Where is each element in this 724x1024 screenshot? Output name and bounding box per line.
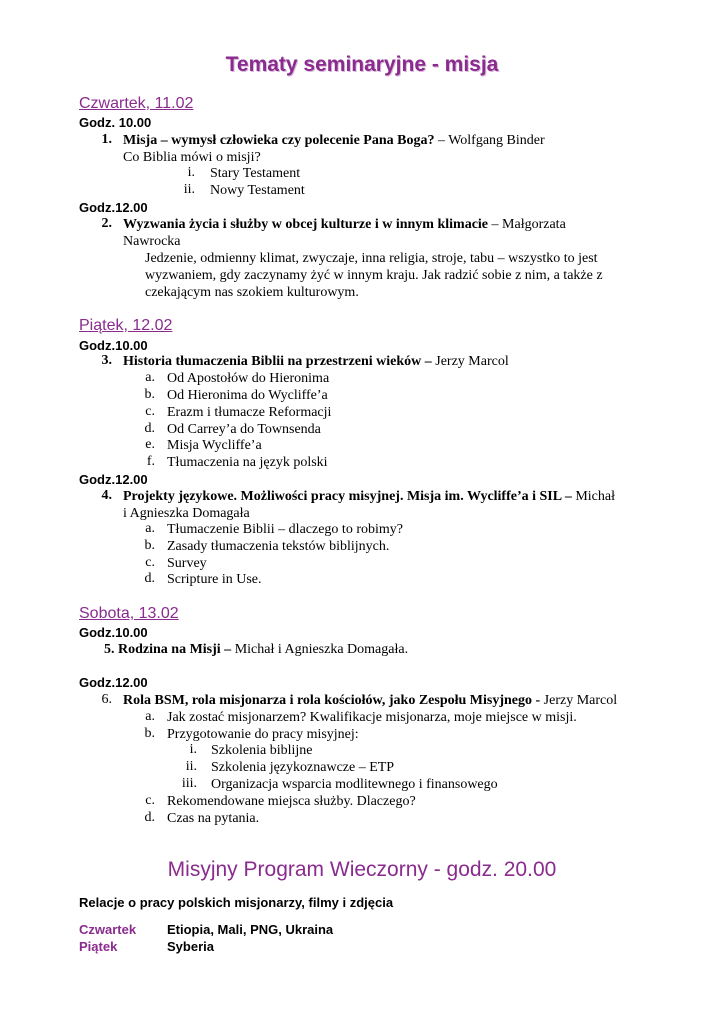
list-marker: d. xyxy=(144,571,155,586)
topic-3-speaker: Jerzy Marcol xyxy=(431,354,509,369)
topic-4-speaker-cont: i Agnieszka Domagała xyxy=(123,506,250,521)
evening-day-thursday: Czwartek xyxy=(79,922,137,937)
list-item: Zasady tłumaczenia tekstów biblijnych. xyxy=(167,539,390,554)
list-item: Tłumaczenia na język polski xyxy=(167,455,328,470)
day-heading-friday: Piątek, 12.02 xyxy=(79,317,173,334)
list-marker: b. xyxy=(144,726,155,741)
list-marker: f. xyxy=(146,454,155,469)
topic-6-title: Rola BSM, rola misjonarza i rola kościołów, jako Zespołu Misyjnego - xyxy=(123,693,541,708)
list-item: Szkolenia językoznawcze – ETP xyxy=(211,760,395,775)
list-item: Nowy Testament xyxy=(210,183,305,198)
document-title: Tematy seminaryjne - misja xyxy=(225,53,499,76)
list-marker: c. xyxy=(145,404,155,419)
time-label: Godz.10.00 xyxy=(79,625,148,640)
topic-1 xyxy=(123,132,545,149)
evening-day-friday: Piątek xyxy=(79,939,118,954)
list-item: Survey xyxy=(167,556,207,571)
evening-place: Etiopia, Mali, PNG, Ukraina xyxy=(167,922,334,937)
topic-5-speaker: Michał i Agnieszka Domagała. xyxy=(231,642,409,657)
list-marker: ii. xyxy=(183,182,195,197)
list-marker: c. xyxy=(145,793,155,808)
topic-2-description: Jedzenie, odmienny klimat, zwyczaje, inna religia, stroje, tabu – wszystko to jest xyxy=(145,251,598,266)
topic-6 xyxy=(123,692,617,709)
list-item: Szkolenia biblijne xyxy=(211,743,313,758)
list-item: Misja Wycliffe’a xyxy=(167,438,262,453)
item-number: 3. xyxy=(101,353,112,368)
topic-3 xyxy=(123,353,509,370)
topic-1-title: Misja – wymysł człowieka czy polecenie Pana Boga? xyxy=(123,133,435,148)
list-item: Erazm i tłumacze Reformacji xyxy=(167,405,332,420)
list-marker: b. xyxy=(144,387,155,402)
evening-place: Syberia xyxy=(167,939,214,954)
list-item: Scripture in Use. xyxy=(167,572,262,587)
list-marker: d. xyxy=(144,810,155,825)
topic-1-question: Co Biblia mówi o misji? xyxy=(123,150,261,165)
item-number: 4. xyxy=(101,488,112,503)
list-marker: d. xyxy=(144,421,155,436)
time-label: Godz.10.00 xyxy=(79,338,148,353)
evening-program-title: Misyjny Program Wieczorny - godz. 20.00 xyxy=(167,858,557,881)
topic-3-title: Historia tłumaczenia Biblii na przestrzeni wieków – xyxy=(123,354,432,369)
topic-2-speaker: – Małgorzata xyxy=(488,217,566,232)
topic-4-title: Projekty językowe. Możliwości pracy misyjnej. Misja im. Wycliffe’a i SIL – xyxy=(123,489,572,504)
day-heading-thursday: Czwartek, 11.02 xyxy=(79,95,194,112)
topic-2 xyxy=(123,216,566,233)
list-marker: c. xyxy=(145,555,155,570)
list-item: Od Carrey’a do Townsenda xyxy=(167,422,321,437)
list-item: Przygotowanie do pracy misyjnej: xyxy=(167,727,359,742)
list-marker: a. xyxy=(145,709,155,724)
list-item: Od Hieronima do Wycliffe’a xyxy=(167,388,328,403)
topic-4-speaker: Michał xyxy=(571,489,615,504)
list-item: Jak zostać misjonarzem? Kwalifikacje misjonarza, moje miejsce w misji. xyxy=(167,710,577,725)
item-number: 1. xyxy=(101,132,112,147)
list-marker: a. xyxy=(145,370,155,385)
time-label: Godz. 10.00 xyxy=(79,115,152,130)
day-heading-saturday: Sobota, 13.02 xyxy=(79,605,179,622)
time-label: Godz.12.00 xyxy=(79,472,148,487)
time-label: Godz.12.00 xyxy=(79,200,148,215)
topic-6-speaker: Jerzy Marcol xyxy=(540,693,618,708)
evening-program-subtitle: Relacje o pracy polskich misjonarzy, filmy i zdjęcia xyxy=(79,895,394,910)
list-marker: a. xyxy=(145,521,155,536)
topic-1-speaker: – Wolfgang Binder xyxy=(434,133,545,148)
topic-5-title: 5. Rodzina na Misji – xyxy=(104,642,232,657)
topic-2-description: wyzwaniem, gdy zaczynamy żyć w innym kraju. Jak radzić sobie z nim, a także z xyxy=(145,268,603,283)
list-marker: i. xyxy=(187,165,195,180)
topic-4 xyxy=(123,488,615,505)
topic-2-speaker-cont: Nawrocka xyxy=(123,234,181,249)
list-marker: e. xyxy=(145,437,155,452)
list-item: Tłumaczenie Biblii – dlaczego to robimy? xyxy=(167,522,403,537)
item-number: 2. xyxy=(101,216,112,231)
list-item: Rekomendowane miejsca służby. Dlaczego? xyxy=(167,794,416,809)
list-item: Czas na pytania. xyxy=(167,811,260,826)
topic-2-description: czekającym nas szokiem kulturowym. xyxy=(145,285,359,300)
list-item: Organizacja wsparcia modlitewnego i finansowego xyxy=(211,777,498,792)
item-number: 6. xyxy=(101,692,112,707)
topic-5 xyxy=(104,641,408,658)
list-item: Stary Testament xyxy=(210,166,301,181)
list-marker: i. xyxy=(189,742,197,757)
time-label: Godz.12.00 xyxy=(79,675,148,690)
list-marker: b. xyxy=(144,538,155,553)
list-marker: ii. xyxy=(185,759,197,774)
topic-2-title: Wyzwania życia i służby w obcej kulturze i w innym klimacie xyxy=(123,217,489,232)
list-item: Od Apostołów do Hieronima xyxy=(167,371,330,386)
list-marker: iii. xyxy=(181,776,197,791)
